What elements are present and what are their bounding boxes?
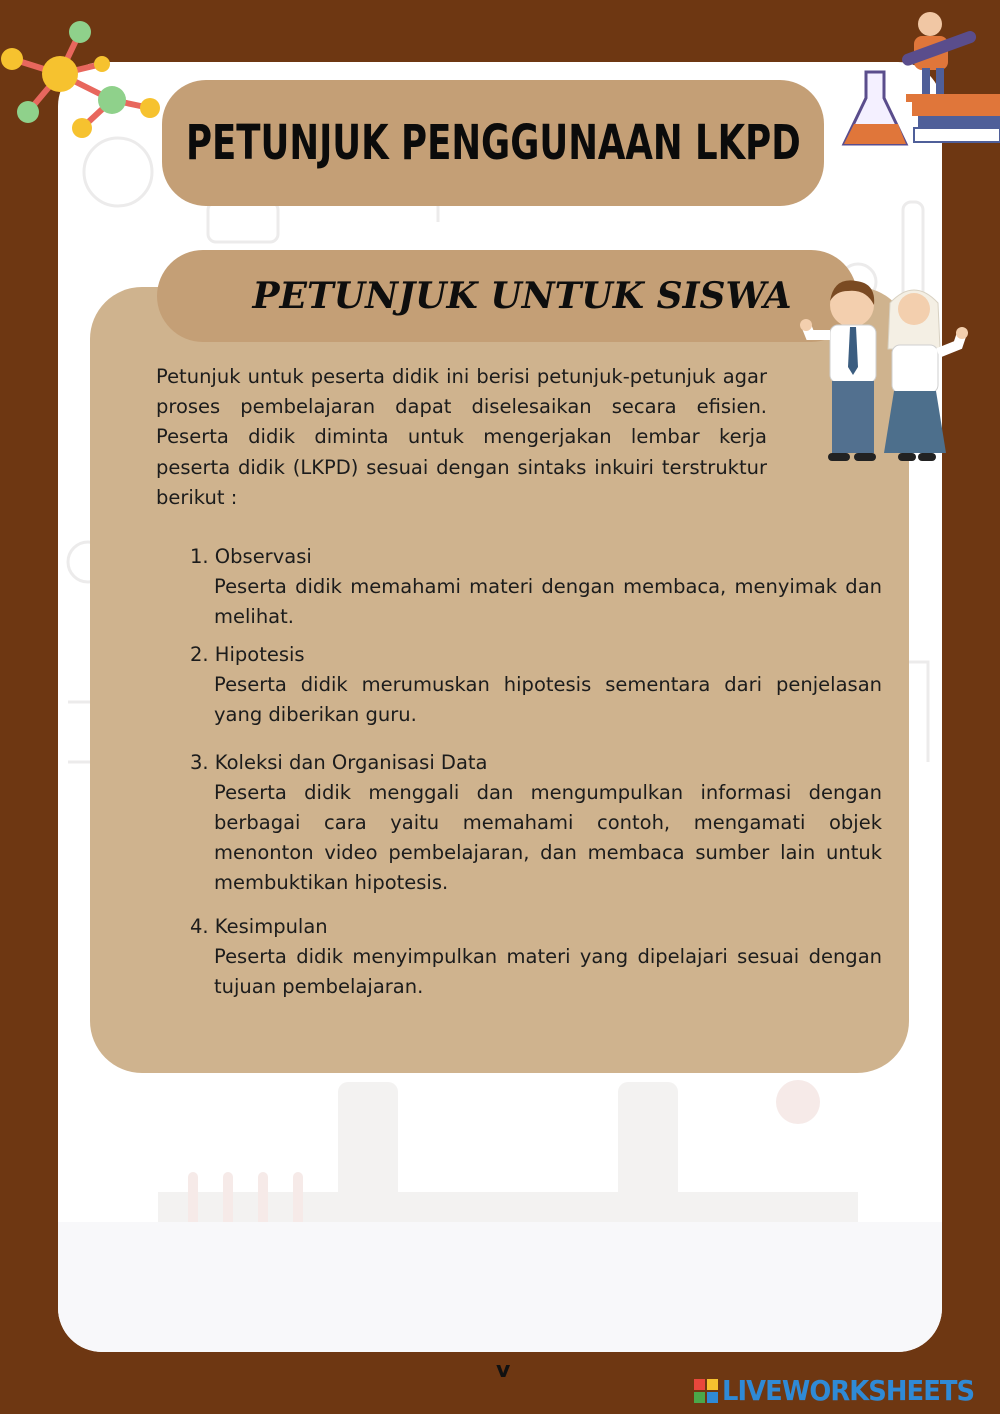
- section-title: PETUNJUK UNTUK SISWA: [252, 275, 792, 317]
- step-heading: 3. Koleksi dan Organisasi Data: [190, 751, 488, 774]
- step-description: Peserta didik menyimpulkan materi yang dipelajari sesuai dengan tujuan pembelajaran.: [214, 945, 882, 998]
- step-heading: 4. Kesimpulan: [190, 915, 328, 938]
- list-item: [190, 640, 882, 730]
- title-banner: [162, 80, 824, 206]
- molecule-icon: [0, 14, 170, 144]
- step-heading: 1. Observasi: [190, 545, 312, 568]
- list-item: [190, 542, 882, 632]
- step-heading: 2. Hipotesis: [190, 643, 305, 666]
- step-description: Peserta didik memahami materi dengan membaca, menyimak dan melihat.: [214, 575, 882, 628]
- list-item: [190, 912, 882, 1002]
- students-icon: [800, 275, 975, 465]
- steps-list: [190, 542, 882, 1010]
- list-item: [190, 748, 882, 898]
- liveworksheets-logo-icon: [694, 1379, 718, 1403]
- section-banner: [157, 250, 857, 342]
- step-description: Peserta didik merumuskan hipotesis sementara dari penjelasan yang diberikan guru.: [214, 673, 882, 726]
- science-lab-icon: [840, 6, 1000, 156]
- watermark-text: LIVEWORKSHEETS: [722, 1374, 975, 1407]
- intro-paragraph: Petunjuk untuk peserta didik ini berisi petunjuk-petunjuk agar proses pembelajaran dapat diselesaikan secara efisien. Peserta didik diminta untuk mengerjakan lembar kerja peserta didik (LKPD) sesuai dengan sintaks inkuiri terstruktur berikut :: [156, 365, 767, 509]
- page-number: v: [496, 1358, 511, 1383]
- liveworksheets-watermark[interactable]: [694, 1374, 996, 1407]
- step-description: Peserta didik menggali dan mengumpulkan informasi dengan berbagai cara yaitu memahami contoh, mengamati objek menonton video pembelajaran, dan membaca sumber lain untuk membuktikan hipotesis.: [214, 781, 882, 894]
- page-title: PETUNJUK PENGGUNAAN LKPD: [185, 115, 801, 171]
